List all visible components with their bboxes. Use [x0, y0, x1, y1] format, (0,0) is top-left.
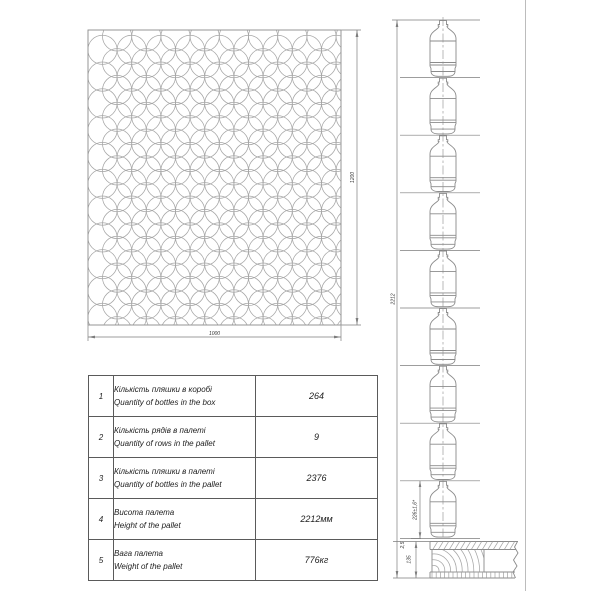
description-uk: Кількість пляшки в коробі — [114, 385, 212, 394]
description-en: Weight of the pallet — [114, 562, 183, 571]
dim-label-total-height: 2212 — [390, 293, 397, 305]
dim-label-pad: 2,5 — [400, 541, 406, 549]
description-en: Height of the pallet — [114, 521, 181, 530]
description-uk: Кількість рядів в палеті — [114, 426, 206, 435]
row-value: 264 — [256, 376, 378, 417]
row-value: 776кг — [256, 540, 378, 581]
box-dimensions — [88, 30, 361, 341]
description-uk: Вага палета — [114, 549, 163, 558]
table-row — [89, 458, 378, 499]
bottle-stack — [392, 17, 480, 539]
dim-label-row-height: 226±1,6* — [412, 500, 419, 520]
table-row — [89, 376, 378, 417]
description-uk: Кількість пляшки в палеті — [114, 467, 215, 476]
row-description — [114, 499, 256, 540]
description-en: Quantity of rows in the pallet — [114, 439, 215, 448]
row-value: 2376 — [256, 458, 378, 499]
row-value: 2212мм — [256, 499, 378, 540]
dim-label-box-width: 1000 — [208, 331, 221, 338]
stack-dimensions — [391, 20, 422, 578]
row-number: 1 — [89, 376, 114, 417]
description-uk: Висота палета — [114, 508, 175, 517]
row-description — [114, 417, 256, 458]
dim-label-box-height: 1200 — [350, 171, 356, 184]
bottle-circles-grid — [88, 22, 365, 346]
table-row — [89, 540, 378, 581]
dim-label-pallet-height: 135 — [406, 555, 413, 564]
table-row — [89, 417, 378, 458]
row-value: 9 — [256, 417, 378, 458]
row-description — [114, 376, 256, 417]
row-number: 3 — [89, 458, 114, 499]
table-row — [89, 499, 378, 540]
description-en: Quantity of bottles in the pallet — [114, 480, 222, 489]
row-description — [114, 540, 256, 581]
description-en: Quantity of bottles in the box — [114, 398, 216, 407]
spec-table — [88, 375, 378, 581]
row-description — [114, 458, 256, 499]
row-number: 2 — [89, 417, 114, 458]
row-number: 4 — [89, 499, 114, 540]
pallet-section — [383, 519, 518, 600]
row-number: 5 — [89, 540, 114, 581]
